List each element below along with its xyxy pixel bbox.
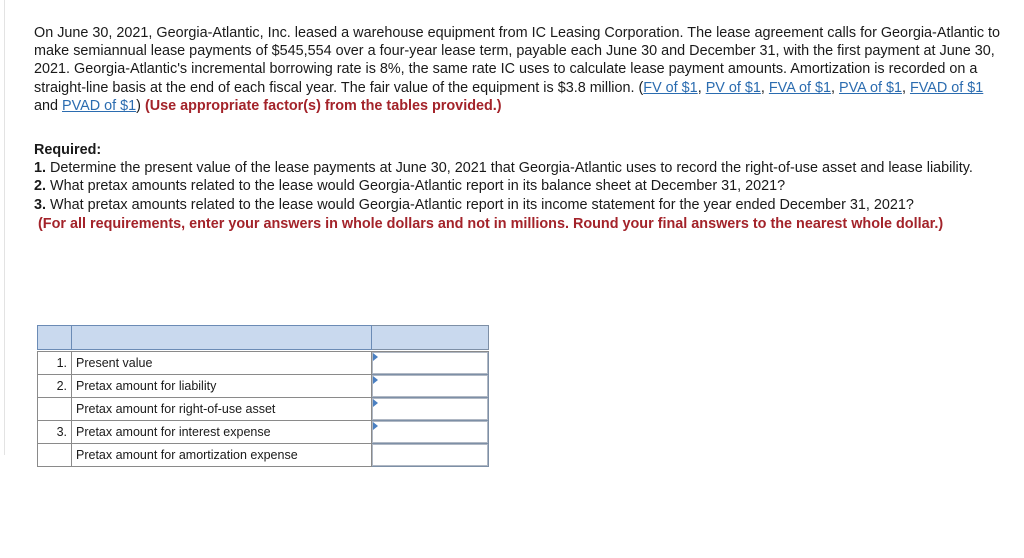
requirement-number: 1.	[34, 160, 47, 177]
answer-cell	[372, 421, 489, 444]
problem-statement	[34, 24, 1009, 115]
requirement-text: What pretax amounts related to the lease would Georgia-Atlantic report in its balance sheet at December 31, 2021?	[46, 178, 786, 195]
problem-intro: On June 30, 2021, Georgia-Atlantic, Inc. leased a warehouse equipment from IC Leasing Corporation. The lease agreement calls for Georgia-Atlantic to make semiannual lease payments of $545,554 over a four-year lease term, payable each June 30 and December 31, with the first payment at June 30, 2021. Georgia-Atlantic's incremental borrowing rate is 8%, the same rate IC uses to calculate lease payment amounts. Amortization is recorded on a straight-line basis at the end of each fiscal year. The fair value of the equipment is $3.8 million. (	[34, 25, 1001, 96]
table-note: (Use appropriate factor(s) from the tables provided.)	[144, 97, 502, 114]
row-number	[38, 398, 72, 421]
rounding-note: (For all requirements, enter your answers in whole dollars and not in millions. Round your final answers to the nearest whole dollar.)	[38, 215, 944, 232]
present-value-input[interactable]	[372, 352, 488, 374]
table-header-row	[38, 326, 489, 350]
separator: ,	[831, 79, 840, 96]
table-row	[38, 398, 489, 421]
answer-cell	[372, 444, 489, 467]
row-number	[38, 444, 72, 467]
row-number: 2.	[38, 375, 72, 398]
input-marker-icon	[373, 376, 378, 384]
interest-expense-input[interactable]	[372, 421, 488, 443]
requirement-2	[34, 177, 1009, 195]
row-label: Pretax amount for liability	[72, 375, 372, 398]
pv-table-link[interactable]: PV of $1	[705, 79, 761, 96]
requirement-number: 2.	[34, 178, 47, 195]
header-cell	[72, 326, 372, 350]
table-row	[38, 375, 489, 398]
input-marker-icon	[373, 353, 378, 361]
answer-cell	[372, 398, 489, 421]
answer-table	[37, 325, 489, 467]
input-marker-icon	[373, 399, 378, 407]
row-number: 3.	[38, 421, 72, 444]
fvad-table-link[interactable]: FVAD of $1	[909, 79, 984, 96]
separator: ,	[760, 79, 769, 96]
requirement-text: What pretax amounts related to the lease would Georgia-Atlantic report in its income statement for the year ended December 31, 2021?	[46, 196, 914, 213]
separator: ,	[901, 79, 910, 96]
and-word: and	[34, 97, 63, 114]
header-cell	[38, 326, 72, 350]
fv-table-link[interactable]: FV of $1	[643, 79, 698, 96]
table-row	[38, 352, 489, 375]
separator: ,	[697, 79, 706, 96]
requirement-1	[34, 159, 1009, 177]
pva-table-link[interactable]: PVA of $1	[839, 79, 902, 96]
right-of-use-asset-input[interactable]	[372, 398, 488, 420]
row-label: Present value	[72, 352, 372, 375]
requirement-number: 3.	[34, 196, 47, 213]
liability-input[interactable]	[372, 375, 488, 397]
header-cell	[372, 326, 489, 350]
row-number: 1.	[38, 352, 72, 375]
close-paren: )	[136, 97, 145, 114]
amortization-expense-input[interactable]	[372, 444, 488, 466]
input-marker-icon	[373, 422, 378, 430]
table-row	[38, 444, 489, 467]
row-label: Pretax amount for right-of-use asset	[72, 398, 372, 421]
answer-cell	[372, 375, 489, 398]
requirement-3	[34, 196, 1009, 214]
question-content	[34, 24, 1009, 233]
required-title: Required:	[34, 142, 102, 159]
left-border	[0, 0, 5, 455]
table-row	[38, 421, 489, 444]
answer-cell	[372, 352, 489, 375]
row-label: Pretax amount for interest expense	[72, 421, 372, 444]
row-label: Pretax amount for amortization expense	[72, 444, 372, 467]
fva-table-link[interactable]: FVA of $1	[768, 79, 832, 96]
pvad-table-link[interactable]: PVAD of $1	[62, 97, 137, 114]
requirement-text: Determine the present value of the lease payments at June 30, 2021 that Georgia-Atlantic uses to record the right-of-use asset and lease liability.	[46, 160, 973, 177]
